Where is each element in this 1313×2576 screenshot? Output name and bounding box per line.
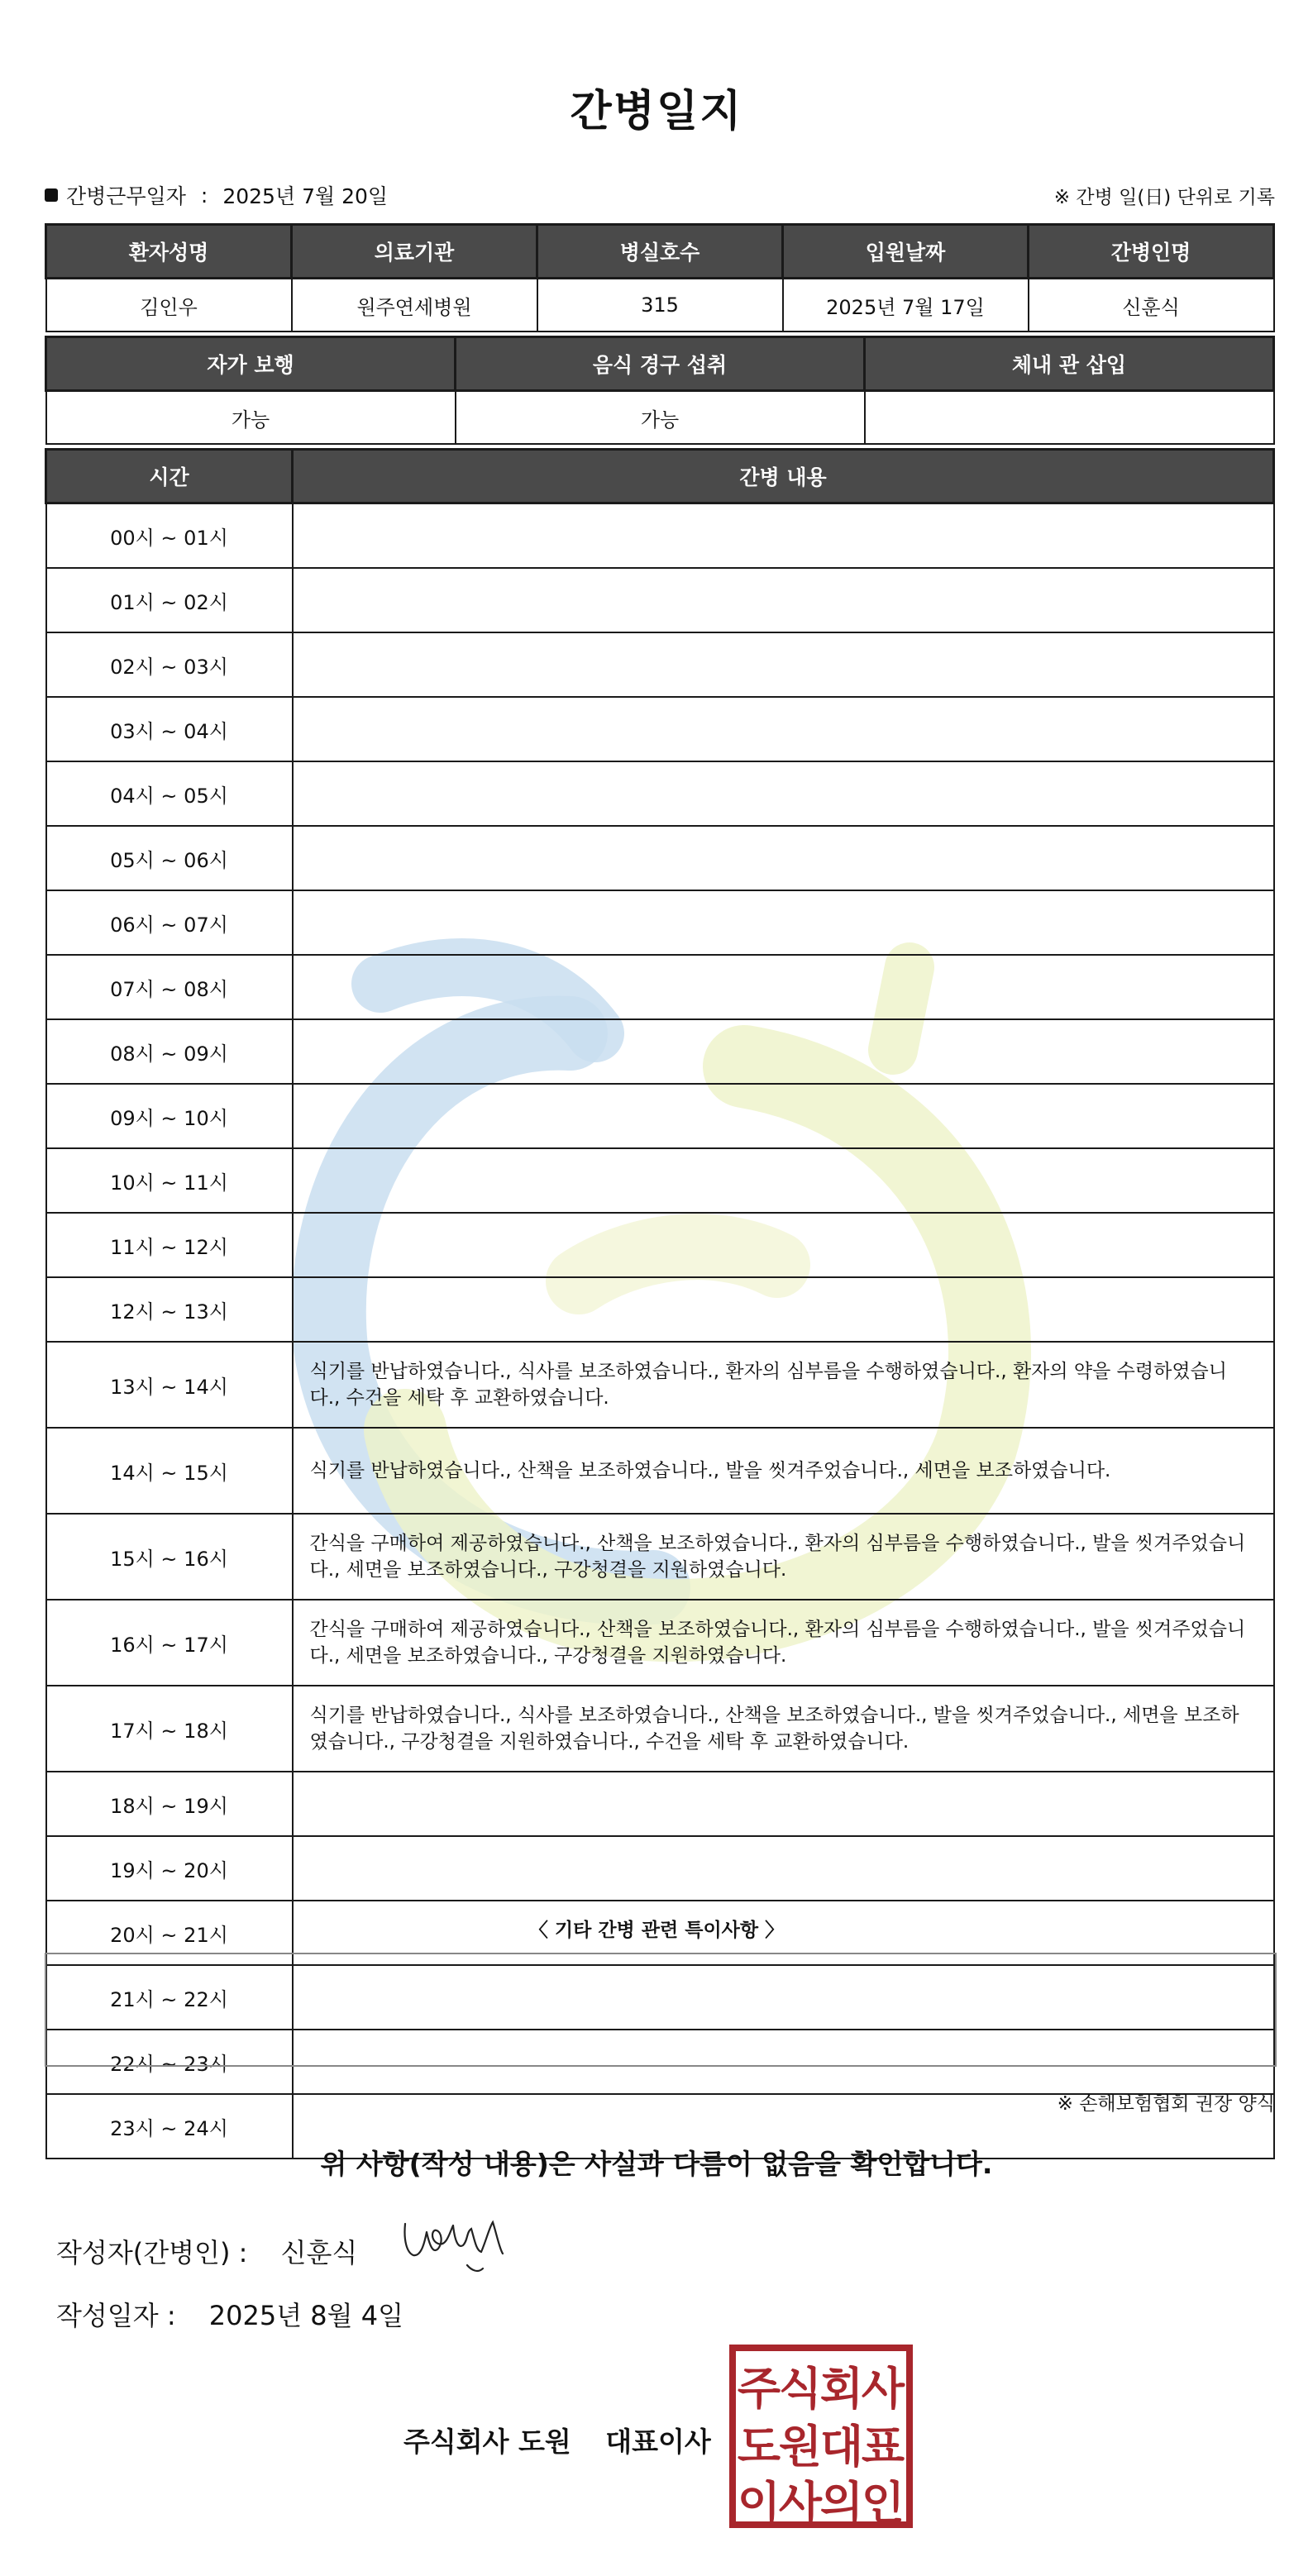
form-note: ※ 손해보험협회 권장 양식 (1057, 2093, 1275, 2115)
care-content (293, 1772, 1274, 1836)
header-self-walking: 자가 보행 (46, 337, 456, 391)
seal-char: 주 (737, 2363, 781, 2415)
care-log-row (46, 1772, 1274, 1836)
seal-char: 의 (819, 2477, 864, 2529)
time-slot: 23시 ~ 24시 (46, 2094, 293, 2159)
seal-char: 원 (778, 2421, 823, 2473)
care-content (293, 1148, 1274, 1213)
care-log-row (46, 568, 1274, 632)
writer-line (56, 2232, 357, 2270)
header-admission-date: 입원날짜 (783, 225, 1029, 279)
care-log-row (46, 1686, 1274, 1772)
care-content (293, 1019, 1274, 1084)
time-slot: 16시 ~ 17시 (46, 1600, 293, 1686)
written-date-value: 2025년 8월 4일 (208, 2300, 404, 2331)
care-content (293, 1084, 1274, 1148)
writer-name: 신훈식 (280, 2237, 358, 2268)
time-slot: 13시 ~ 14시 (46, 1342, 293, 1428)
header-caregiver-name: 간병인명 (1029, 225, 1274, 279)
unit-note: ※ 간병 일(日) 단위로 기록 (1053, 187, 1275, 208)
oral-intake-value: 가능 (456, 391, 865, 445)
special-notes-box (45, 1953, 1277, 2067)
care-content (293, 761, 1274, 826)
care-log-row (46, 1019, 1274, 1084)
seal-char: 표 (861, 2421, 905, 2473)
care-content: 간식을 구매하여 제공하였습니다., 산책을 보조하였습니다., 환자의 심부름을 수행하였습니다., 발을 씻겨주었습니다., 세면을 보조하였습니다., 구강청결을 지원하였습니다. (293, 1514, 1274, 1600)
header-patient-name: 환자성명 (46, 225, 292, 279)
time-slot: 21시 ~ 22시 (46, 1965, 293, 2030)
care-log-row (46, 503, 1274, 569)
care-log-body (46, 503, 1274, 2159)
care-log-row (46, 1277, 1274, 1342)
header-oral-intake: 음식 경구 섭취 (456, 337, 865, 391)
time-slot: 01시 ~ 02시 (46, 568, 293, 632)
time-slot: 17시 ~ 18시 (46, 1686, 293, 1772)
handwritten-signature (389, 2207, 521, 2282)
work-date-value: 2025년 7월 20일 (222, 184, 389, 208)
time-slot: 22시 ~ 23시 (46, 2030, 293, 2094)
care-content: 식기를 반납하였습니다., 산책을 보조하였습니다., 발을 씻겨주었습니다., 세면을 보조하였습니다. (293, 1428, 1274, 1514)
care-log-row (46, 697, 1274, 761)
time-slot: 08시 ~ 09시 (46, 1019, 293, 1084)
header-care-content: 간병 내용 (293, 450, 1274, 503)
care-log-row (46, 1600, 1274, 1686)
page-title: 간병일지 (570, 87, 743, 136)
care-content: 간식을 구매하여 제공하였습니다., 산책을 보조하였습니다., 환자의 심부름을 수행하였습니다., 발을 씻겨주었습니다., 세면을 보조하였습니다., 구강청결을 지원하였습니다. (293, 1600, 1274, 1686)
care-content (293, 697, 1274, 761)
care-content (293, 568, 1274, 632)
company-line (403, 2421, 711, 2459)
time-slot: 09시 ~ 10시 (46, 1084, 293, 1148)
care-content (293, 826, 1274, 890)
care-log-row (46, 1836, 1274, 1901)
time-slot: 02시 ~ 03시 (46, 632, 293, 697)
care-log-row (46, 1514, 1274, 1600)
patient-info-value-row (46, 279, 1274, 332)
institution: 원주연세병원 (292, 279, 537, 332)
company-representative: 대표이사 (605, 2426, 711, 2458)
time-slot: 11시 ~ 12시 (46, 1213, 293, 1277)
seal-char: 도 (737, 2421, 781, 2473)
seal-char: 사 (778, 2477, 823, 2529)
seal-char: 식 (778, 2363, 823, 2415)
care-log-row (46, 1148, 1274, 1213)
patient-info-table (45, 223, 1275, 332)
status-header-row (46, 337, 1274, 391)
care-content (293, 1213, 1274, 1277)
patient-info-header-row (46, 225, 1274, 279)
time-slot: 20시 ~ 21시 (46, 1901, 293, 1965)
care-log-row (46, 1428, 1274, 1514)
care-content (293, 1836, 1274, 1901)
seal-char: 대 (819, 2421, 864, 2473)
header-institution: 의료기관 (292, 225, 537, 279)
care-log-row (46, 1084, 1274, 1148)
company-seal-stamp (728, 2343, 914, 2530)
care-log-header-row (46, 450, 1274, 503)
care-content (293, 890, 1274, 955)
time-slot: 06시 ~ 07시 (46, 890, 293, 955)
care-log-row (46, 1213, 1274, 1277)
time-slot: 00시 ~ 01시 (46, 503, 293, 569)
care-content (293, 1277, 1274, 1342)
square-bullet-icon (45, 188, 58, 202)
time-slot: 15시 ~ 16시 (46, 1514, 293, 1600)
care-log-row (46, 632, 1274, 697)
care-log-row (46, 890, 1274, 955)
written-date-label: 작성일자 : (56, 2300, 176, 2331)
seal-char: 회 (819, 2363, 864, 2415)
care-log-table (45, 448, 1275, 2159)
care-log-row (46, 826, 1274, 890)
care-content (293, 955, 1274, 1019)
seal-char: 사 (861, 2363, 905, 2415)
time-slot: 12시 ~ 13시 (46, 1277, 293, 1342)
care-content: 식기를 반납하였습니다., 식사를 보조하였습니다., 산책을 보조하였습니다., 발을 씻겨주었습니다., 세면을 보조하였습니다., 구강청결을 지원하였습니다., 수건을 세탁 후 교환하였습니다. (293, 1686, 1274, 1772)
company-name: 주식회사 도원 (403, 2426, 571, 2458)
care-log-row (46, 761, 1274, 826)
meta-row (45, 180, 1275, 213)
care-content (293, 632, 1274, 697)
caregiver-name: 신훈식 (1029, 279, 1274, 332)
self-walking-value: 가능 (46, 391, 456, 445)
time-slot: 05시 ~ 06시 (46, 826, 293, 890)
time-slot: 07시 ~ 08시 (46, 955, 293, 1019)
patient-status-table (45, 336, 1275, 445)
confirmation-statement: 위 사항(작성 내용)은 사실과 다름이 없음을 확인합니다. (320, 2148, 993, 2180)
header-room-number: 병실호수 (537, 225, 783, 279)
admission-date: 2025년 7월 17일 (783, 279, 1029, 332)
time-slot: 19시 ~ 20시 (46, 1836, 293, 1901)
room-number: 315 (537, 279, 783, 332)
time-slot: 04시 ~ 05시 (46, 761, 293, 826)
writer-label: 작성자(간병인) : (56, 2237, 248, 2268)
seal-char: 인 (861, 2477, 905, 2529)
status-value-row (46, 391, 1274, 445)
written-date-line (56, 2295, 403, 2333)
time-slot: 14시 ~ 15시 (46, 1428, 293, 1514)
seal-char: 이 (737, 2477, 781, 2529)
work-date-label: 간병근무일자 (66, 184, 186, 208)
header-tube-insertion: 체내 관 삽입 (865, 337, 1274, 391)
time-slot: 10시 ~ 11시 (46, 1148, 293, 1213)
care-log-row (46, 955, 1274, 1019)
tube-insertion-value (865, 391, 1274, 445)
header-time: 시간 (46, 450, 293, 503)
special-notes-title: 〈 기타 간병 관련 특이사항 〉 (528, 1920, 785, 1941)
time-slot: 03시 ~ 04시 (46, 697, 293, 761)
care-content: 식기를 반납하였습니다., 식사를 보조하였습니다., 환자의 심부름을 수행하였습니다., 환자의 약을 수령하였습니다., 수건을 세탁 후 교환하였습니다. (293, 1342, 1274, 1428)
time-slot: 18시 ~ 19시 (46, 1772, 293, 1836)
care-content (293, 503, 1274, 569)
patient-name: 김인우 (46, 279, 292, 332)
work-date-block (45, 180, 388, 210)
care-log-row (46, 1342, 1274, 1428)
work-date-separator: : (200, 183, 208, 208)
